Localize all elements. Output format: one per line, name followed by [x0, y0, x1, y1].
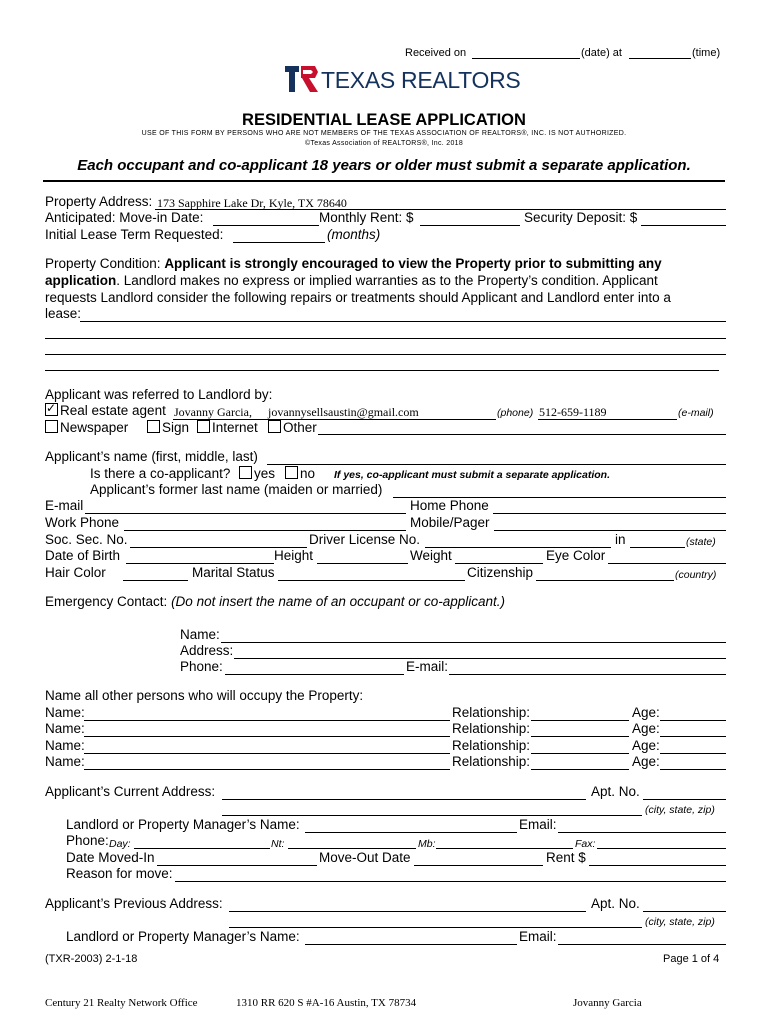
emergency-email-field[interactable] [449, 674, 726, 675]
disclaimer-line-1: USE OF THIS FORM BY PERSONS WHO ARE NOT MEMBERS OF THE TEXAS ASSOCIATION OF REALTORS®, INC. IS NOT AUTHORIZED. [141, 130, 627, 137]
yes-checkbox[interactable] [239, 466, 252, 479]
previous-city-hint: (city, state, zip) [645, 916, 715, 928]
day-phone-field[interactable] [134, 848, 270, 849]
sign-checkbox[interactable] [147, 420, 160, 433]
rent-label: Rent $ [546, 850, 586, 865]
occupant-age-label: Age: [632, 721, 660, 736]
internet-checkbox[interactable] [197, 420, 210, 433]
occupant-age-label: Age: [632, 754, 660, 769]
work-phone-field[interactable] [124, 530, 406, 531]
newspaper-option[interactable]: Newspaper [45, 420, 128, 436]
applicant-name-field[interactable] [267, 464, 726, 465]
received-on-label: Received on [405, 47, 467, 59]
other-checkbox[interactable] [268, 420, 281, 433]
lease-term-label: Initial Lease Term Requested: [45, 227, 224, 242]
marital-status-label: Marital Status [192, 565, 275, 580]
page-title: RESIDENTIAL LEASE APPLICATION [242, 111, 526, 129]
agent-checkbox[interactable] [45, 403, 58, 416]
current-landlord-email-label: Email: [519, 817, 557, 832]
coapplicant-no[interactable]: no [285, 466, 315, 482]
work-phone-label: Work Phone [45, 515, 120, 530]
received-date-field[interactable] [472, 58, 580, 59]
night-phone-field[interactable] [288, 848, 416, 849]
previous-landlord-label: Landlord or Property Manager’s Name: [66, 929, 300, 944]
mobile-phone-field[interactable] [436, 848, 573, 849]
occupant-relationship-label: Relationship: [452, 705, 531, 720]
rent-field[interactable] [589, 865, 726, 866]
occupant-relationship-field[interactable] [531, 736, 629, 737]
occupant-name-label: Name: [45, 721, 85, 736]
ssn-label: Soc. Sec. No. [45, 532, 128, 547]
fax-label: Fax: [575, 838, 596, 850]
occupant-name-field[interactable] [84, 769, 450, 770]
eye-color-label: Eye Color [546, 548, 606, 563]
repairs-line-3[interactable] [45, 354, 726, 355]
home-phone-field[interactable] [493, 513, 726, 514]
mobile-phone-label: Mb: [418, 838, 436, 850]
coapplicant-label: Is there a co-applicant? [90, 466, 231, 481]
coapplicant-yes[interactable]: yes [239, 466, 275, 482]
office-address: 1310 RR 620 S #A-16 Austin, TX 78734 [236, 997, 417, 1009]
mobile-field[interactable] [494, 530, 726, 531]
occupant-age-label: Age: [632, 705, 660, 720]
reason-for-move-field[interactable] [175, 881, 726, 882]
repairs-line-4[interactable] [45, 370, 719, 371]
occupant-relationship-field[interactable] [531, 769, 629, 770]
height-label: Height [274, 548, 314, 563]
citizenship-label: Citizenship [467, 565, 534, 580]
night-phone-label: Nt: [271, 838, 285, 850]
citizenship-field[interactable] [536, 580, 674, 581]
occupant-relationship-label: Relationship: [452, 721, 531, 736]
current-address-field[interactable] [222, 799, 586, 800]
phone-hint: (phone) [497, 407, 534, 419]
previous-landlord-email-label: Email: [519, 929, 557, 944]
day-phone-label: Day: [109, 838, 131, 850]
current-city-hint: (city, state, zip) [645, 804, 715, 816]
internet-option[interactable]: Internet [197, 420, 258, 436]
no-checkbox[interactable] [285, 466, 298, 479]
emergency-address-field[interactable] [234, 658, 726, 659]
occupant-age-field[interactable] [660, 753, 726, 754]
move-out-field[interactable] [414, 865, 543, 866]
occupant-name-label: Name: [45, 705, 85, 720]
weight-label: Weight [410, 548, 452, 563]
occupant-name-field[interactable] [84, 753, 450, 754]
disclaimer-line-2: ©Texas Association of REALTORS®, Inc. 2018 [304, 140, 464, 147]
agent-email: jovannysellsaustin@gmail.com [268, 405, 419, 419]
date-label: (date) at [581, 47, 622, 59]
security-deposit-label: Security Deposit: $ [524, 210, 638, 225]
agent-option[interactable]: ✓Real estate agent [45, 403, 166, 419]
previous-landlord-field[interactable] [305, 944, 517, 945]
occupant-name-field[interactable] [84, 720, 450, 721]
move-out-label: Move-Out Date [319, 850, 411, 865]
country-hint: (country) [675, 569, 717, 581]
hair-color-label: Hair Color [45, 565, 106, 580]
occupant-name-label: Name: [45, 754, 85, 769]
other-option[interactable]: Other [268, 420, 317, 436]
dob-field[interactable] [126, 563, 274, 564]
in-label: in [615, 532, 626, 547]
previous-address-label: Applicant’s Previous Address: [45, 896, 223, 911]
sign-option[interactable]: Sign [147, 420, 189, 436]
occupant-age-field[interactable] [660, 720, 726, 721]
move-in-label: Anticipated: Move-in Date: [45, 210, 204, 225]
height-field[interactable] [317, 563, 408, 564]
emergency-name-field[interactable] [221, 642, 726, 643]
agent-phone-field[interactable] [538, 419, 677, 420]
current-address-label: Applicant’s Current Address: [45, 784, 216, 799]
email-label: E-mail [45, 498, 84, 513]
coapplicant-note: If yes, co-applicant must submit a separate application. [334, 469, 610, 481]
page-number: Page 1 of 4 [663, 953, 720, 965]
marital-status-field[interactable] [278, 580, 465, 581]
occupant-relationship-label: Relationship: [452, 738, 531, 753]
condition-line-3: requests Landlord consider the following repairs or treatments should Applicant and Landlord enter into a [45, 290, 671, 305]
other-field[interactable] [318, 434, 726, 435]
months-label: (months) [327, 227, 381, 242]
occupant-name-label: Name: [45, 738, 85, 753]
form-id: (TXR-2003) 2-1-18 [45, 953, 138, 965]
current-landlord-field[interactable] [305, 832, 517, 833]
office-name: Century 21 Realty Network Office [45, 997, 198, 1009]
occupant-age-field[interactable] [660, 769, 726, 770]
previous-apt-field[interactable] [643, 911, 726, 912]
referral-label: Applicant was referred to Landlord by: [45, 387, 273, 402]
agent-name: Jovanny Garcia, [174, 405, 252, 419]
lease-term-field[interactable] [233, 242, 325, 243]
emergency-address-label: Address: [180, 643, 234, 658]
occupant-relationship-field[interactable] [531, 720, 629, 721]
occupant-age-field[interactable] [660, 736, 726, 737]
subtitle: Each occupant and co-applicant 18 years or older must submit a separate application. [77, 157, 691, 174]
previous-apt-label: Apt. No. [591, 896, 640, 911]
current-apt-field[interactable] [643, 799, 726, 800]
repairs-line-1[interactable] [80, 321, 726, 322]
move-in-date-field[interactable] [213, 225, 319, 226]
emergency-email-label: E-mail: [406, 659, 449, 674]
email-field[interactable] [85, 513, 406, 514]
logo-mark-icon [285, 64, 319, 94]
hair-color-field[interactable] [123, 580, 188, 581]
received-time-field[interactable] [629, 58, 691, 59]
current-phone-label: Phone: [66, 833, 109, 848]
previous-address-field[interactable] [229, 911, 586, 912]
moved-in-label: Date Moved-In [66, 850, 155, 865]
condition-line-1: Property Condition: Applicant is strongly encouraged to view the Property prior to submitting any [45, 256, 662, 271]
dl-state-field[interactable] [630, 547, 685, 548]
security-deposit-field[interactable] [641, 225, 726, 226]
reason-for-move-label: Reason for move: [66, 866, 173, 881]
current-apt-label: Apt. No. [591, 784, 640, 799]
emergency-name-label: Name: [180, 627, 220, 642]
fax-field[interactable] [597, 848, 726, 849]
mobile-label: Mobile/Pager [410, 515, 490, 530]
emergency-contact-label: Emergency Contact: (Do not insert the name of an occupant or co-applicant.) [45, 594, 505, 609]
state-hint: (state) [686, 536, 716, 548]
moved-in-field[interactable] [157, 865, 317, 866]
previous-city-field[interactable] [229, 927, 642, 928]
dob-label: Date of Birth [45, 548, 121, 563]
eye-color-field[interactable] [608, 563, 726, 564]
emergency-phone-field[interactable] [225, 674, 404, 675]
current-landlord-email-field[interactable] [558, 832, 726, 833]
texas-realtors-logo [285, 64, 521, 96]
property-address-value: 173 Sapphire Lake Dr, Kyle, TX 78640 [157, 196, 347, 210]
agent-phone: 512-659-1189 [539, 405, 607, 419]
former-name-label: Applicant’s former last name (maiden or married) [90, 482, 383, 497]
previous-landlord-email-field[interactable] [558, 944, 726, 945]
occupants-label: Name all other persons who will occupy the Property: [45, 688, 364, 703]
email-hint: (e-mail) [678, 407, 714, 419]
current-landlord-label: Landlord or Property Manager’s Name: [66, 817, 300, 832]
condition-line-4: lease: [45, 306, 82, 321]
occupant-relationship-field[interactable] [531, 753, 629, 754]
occupant-relationship-label: Relationship: [452, 754, 531, 769]
occupant-name-field[interactable] [84, 736, 450, 737]
repairs-line-2[interactable] [45, 338, 726, 339]
applicant-name-label: Applicant’s name (first, middle, last) [45, 449, 258, 464]
occupant-age-label: Age: [632, 738, 660, 753]
driver-license-label: Driver License No. [309, 532, 421, 547]
time-label: (time) [692, 47, 721, 59]
emergency-phone-label: Phone: [180, 659, 223, 674]
newspaper-checkbox[interactable] [45, 420, 58, 433]
monthly-rent-field[interactable] [420, 225, 520, 226]
monthly-rent-label: Monthly Rent: $ [319, 210, 414, 225]
home-phone-label: Home Phone [410, 498, 489, 513]
header-divider [43, 180, 725, 182]
agent-footer-name: Jovanny Garcia [573, 997, 642, 1009]
condition-line-2: application. Landlord makes no express or implied warranties as to the Property’s condition. Applicant [45, 273, 658, 288]
current-city-field[interactable] [222, 815, 642, 816]
property-address-label: Property Address: [45, 194, 153, 209]
weight-field[interactable] [455, 563, 543, 564]
logo-text: TEXAS REALTORS [321, 67, 521, 93]
